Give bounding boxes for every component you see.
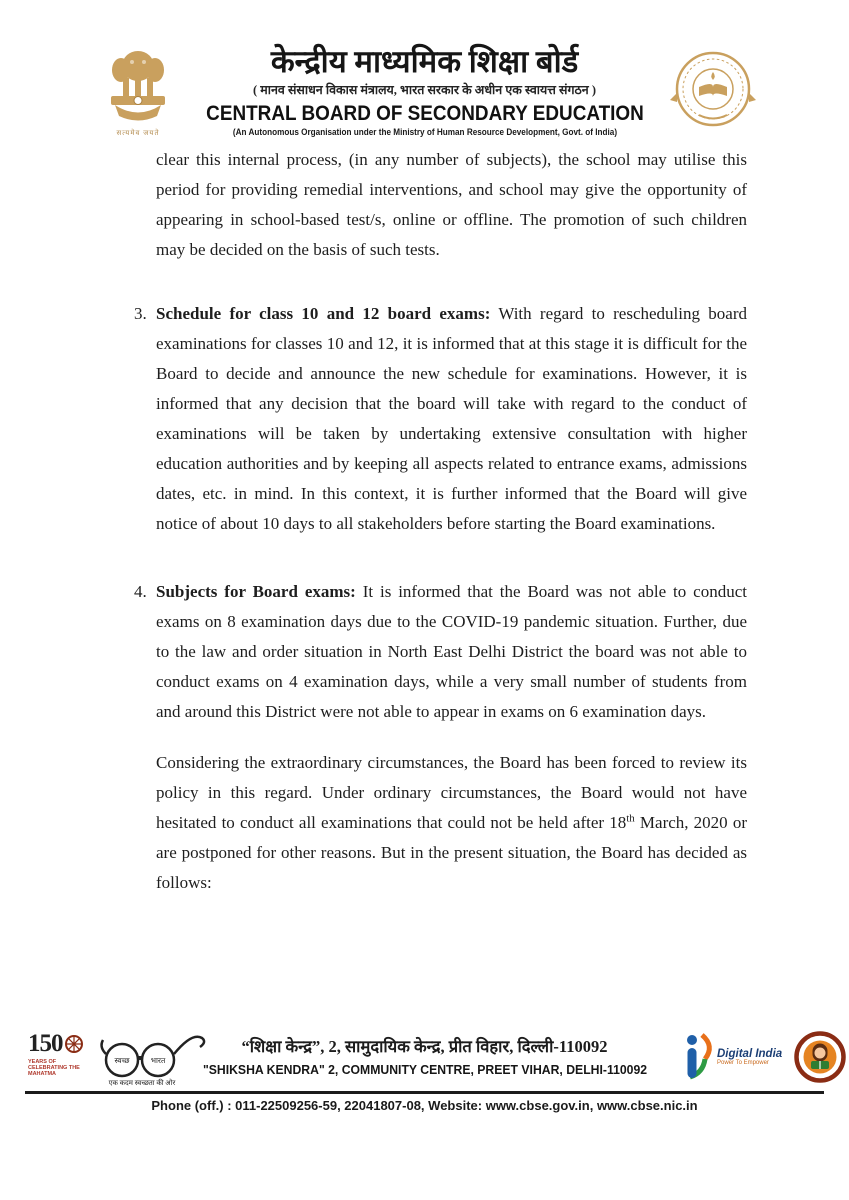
closing-paragraph <box>156 748 747 898</box>
emblem-caption: सत्यमेव जयते <box>116 129 160 137</box>
digital-india-logo <box>680 1030 782 1084</box>
letter-body <box>134 145 747 898</box>
girl-child-badge-icon <box>794 1031 846 1083</box>
list-item-3-text <box>156 299 747 539</box>
header-title-block <box>145 44 705 138</box>
closing-part1: Considering the extraordinary circumstances, the Board has been forced to review its policy in this regard. Under ordinary circumstances, the Board would not have hesitated to conduct all examinations that could not be held after 18 <box>156 753 747 832</box>
ordinal-superscript: th <box>626 812 635 825</box>
intro-paragraph: clear this internal process, (in any number of subjects), the school may utilise this period for providing remedial interventions, and school may give the opportunity of appearing in school-based test/s, online or offline. The promotion of such children may be decided on the basis of such tests. <box>156 150 747 259</box>
item-3-body: With regard to rescheduling board examinations for classes 10 and 12, it is informed that at this stage it is difficult for the Board to decide and announce the new schedule for examinations. However, it is informed that any decision that the board will take with regard to the conduct of examinations will be taken by undertaking extensive consultation with higher education authorities and by keeping all aspects related to entrance exams, admissions dates, etc. in mind. In this context, it is further informed that the Board will give notice of about 10 days to all stakeholders before starting the Board examinations. <box>156 304 747 533</box>
digital-india-tagline: Power To Empower <box>717 1060 769 1066</box>
swachh-tagline: एक कदम स्वच्छता की ओर <box>108 1079 176 1087</box>
footer-divider-line <box>25 1091 824 1094</box>
mahatma-150-logo <box>28 1030 90 1077</box>
board-title-english: CENTRAL BOARD OF SECONDARY EDUCATION <box>205 101 644 125</box>
item-3-heading: Schedule for class 10 and 12 board exams: <box>156 304 491 323</box>
digital-india-title: Digital India <box>717 1048 783 1060</box>
closing-part2: March, 2020 or are postponed for other reasons. But in the present situation, the Board has decided as follows: <box>156 813 747 892</box>
mahatma-150-number: 150 <box>28 1030 63 1057</box>
item-4-body: It is informed that the Board was not able to conduct exams on 8 examination days due to the COVID-19 pandemic situation. Further, due to the law and order situation in North East Delhi District the board was not able to conduct exams on 4 examination days, while a very small number of students from and around this District were not able to appear in exams on 6 examination days. <box>156 582 747 721</box>
list-item-4-text <box>156 577 747 727</box>
board-title-hindi: केन्द्रीय माध्यमिक शिक्षा बोर्ड <box>270 44 579 79</box>
footer-phone-line: Phone (off.) : 011-22509256-59, 22041807-08, Website: www.cbse.gov.in, www.cbse.nic.in <box>151 1098 698 1113</box>
digital-india-icon <box>680 1030 714 1084</box>
mahatma-150-caption: YEARS OF CELEBRATING THE MAHATMA <box>28 1059 80 1077</box>
board-subtitle-english: (An Autonomous Organisation under the Ministry of Human Resource Development, Govt. of India) <box>232 127 617 138</box>
address-hindi: “शिक्षा केन्द्र”, 2, सामुदायिक केन्द्र, प्रीत विहार, दिल्ली-110092 <box>241 1037 608 1056</box>
address-english: "SHIKSHA KENDRA" 2, COMMUNITY CENTRE, PREET VIHAR, DELHI-110092 <box>202 1062 647 1077</box>
list-number: 3. <box>134 304 147 323</box>
cbse-seal-icon <box>668 47 758 137</box>
footer-address-block <box>175 1035 675 1080</box>
swachh-left-word: स्वच्छ <box>114 1056 130 1065</box>
list-item-4 <box>134 577 747 727</box>
swachh-right-word: भारत <box>150 1056 166 1065</box>
board-subtitle-hindi: ( मानव संसाधन विकास मंत्रालय, भारत सरकार के अधीन एक स्वायत्त संगठन ) <box>252 83 597 97</box>
footer-right-logos <box>680 1030 846 1084</box>
cbse-seal-logo <box>668 47 758 142</box>
item-4-heading: Subjects for Board exams: <box>156 582 356 601</box>
charkha-wheel-icon <box>64 1034 84 1054</box>
list-item-3 <box>134 299 747 539</box>
list-number: 4. <box>134 582 147 601</box>
